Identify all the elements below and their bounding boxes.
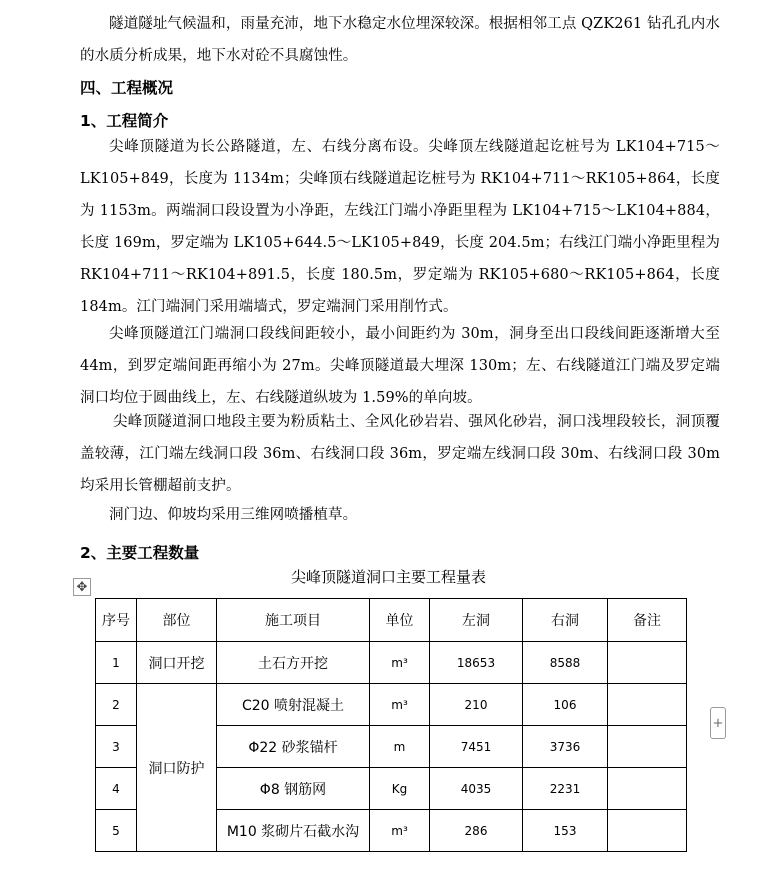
cell-unit[interactable]: m³ — [370, 642, 430, 684]
paragraph-groundwater: 隧道隧址气候温和，雨量充沛，地下水稳定水位埋深较深。根据相邻工点 QZK261 钻孔孔内水的水质分析成果，地下水对砼不具腐蚀性。 — [80, 16, 720, 64]
cell-item[interactable]: 土石方开挖 — [217, 642, 370, 684]
header-cell-item[interactable]: 施工项目 — [217, 599, 370, 642]
header-cell-no[interactable]: 序号 — [96, 599, 137, 642]
cell-no[interactable]: 1 — [96, 642, 137, 684]
cell-right[interactable]: 8588 — [523, 642, 608, 684]
cell-right[interactable]: 106 — [523, 684, 608, 726]
section-heading-project-overview: 四、工程概况 — [80, 79, 174, 97]
cell-note[interactable] — [608, 768, 687, 810]
cell-unit[interactable]: Kg — [370, 768, 430, 810]
cell-item[interactable]: M10 浆砌片石截水沟 — [217, 810, 370, 852]
cell-left[interactable]: 210 — [430, 684, 523, 726]
subheading-main-quantities: 2、主要工程数量 — [80, 544, 200, 562]
cell-note[interactable] — [608, 642, 687, 684]
paragraph-tunnel-description: 尖峰顶隧道为长公路隧道，左、右线分离布设。尖峰顶左线隧道起讫桩号为 LK104+715～LK105+849，长度为 1134m；尖峰顶右线隧道起讫桩号为 RK104+711～RK105+864，长度为 1153m。两端洞口段设置为小净距，左线江门端小净距里程为 LK104+715～LK104+884，长度 169m，罗定端为 LK105+644.5～LK105+849，长度 204.5m；右线江门端小净距里程为 RK104+711～RK104+891.5，长度 180.5m，罗定端为 RK105+680～RK105+864，长度 184m。江门端洞门采用端墙式，罗定端洞门采用削竹式。 — [80, 139, 720, 315]
cell-unit[interactable]: m — [370, 726, 430, 768]
paragraph-line-spacing: 尖峰顶隧道江门端洞口段线间距较小，最小间距约为 30m，洞身至出口段线间距逐渐增大至 44m，到罗定端间距再缩小为 27m。尖峰顶隧道最大埋深 130m；左、右线隧道江门端及罗定端洞口均位于圆曲线上，左、右线隧道纵坡为 1.59%的单向坡。 — [80, 326, 720, 406]
cell-note[interactable] — [608, 684, 687, 726]
cell-left[interactable]: 7451 — [430, 726, 523, 768]
table-row — [96, 684, 687, 726]
cell-note[interactable] — [608, 810, 687, 852]
cell-left[interactable]: 4035 — [430, 768, 523, 810]
cell-right[interactable]: 2231 — [523, 768, 608, 810]
header-cell-part[interactable]: 部位 — [137, 599, 217, 642]
cell-unit[interactable]: m³ — [370, 810, 430, 852]
cell-part[interactable]: 洞口开挖 — [137, 642, 217, 684]
quantities-table — [95, 598, 687, 852]
cell-right[interactable]: 3736 — [523, 726, 608, 768]
cell-item[interactable]: Φ8 钢筋网 — [217, 768, 370, 810]
table-row — [96, 642, 687, 684]
header-cell-left-tunnel[interactable]: 左洞 — [430, 599, 523, 642]
header-cell-right-tunnel[interactable]: 右洞 — [523, 599, 608, 642]
paragraph-portal-geology: 尖峰顶隧道洞口地段主要为粉质粘土、全风化砂岩岩、强风化砂岩，洞口浅埋段较长，洞顶覆盖较薄，江门端左线洞口段 36m、右线洞口段 36m，罗定端左线洞口段 30m、右线洞口段 30m 均采用长管棚超前支护。 — [80, 414, 720, 494]
cell-left[interactable]: 18653 — [430, 642, 523, 684]
cell-item[interactable]: C20 喷射混凝土 — [217, 684, 370, 726]
table-move-handle-icon[interactable]: ✥ — [73, 578, 91, 596]
paragraph-slope-greening: 洞门边、仰坡均采用三维网喷播植草。 — [109, 507, 358, 523]
header-cell-unit[interactable]: 单位 — [370, 599, 430, 642]
cell-no[interactable]: 2 — [96, 684, 137, 726]
cell-no[interactable]: 3 — [96, 726, 137, 768]
cell-item[interactable]: Φ22 砂浆锚杆 — [217, 726, 370, 768]
cell-left[interactable]: 286 — [430, 810, 523, 852]
add-row-plus-icon[interactable]: + — [710, 707, 726, 739]
cell-part-merged[interactable]: 洞口防护 — [137, 684, 217, 852]
table-title: 尖峰顶隧道洞口主要工程量表 — [290, 568, 486, 586]
cell-unit[interactable]: m³ — [370, 684, 430, 726]
header-cell-note[interactable]: 备注 — [608, 599, 687, 642]
cell-no[interactable]: 5 — [96, 810, 137, 852]
cell-no[interactable]: 4 — [96, 768, 137, 810]
cell-note[interactable] — [608, 726, 687, 768]
table-header-row — [96, 599, 687, 642]
subheading-project-intro: 1、工程简介 — [80, 112, 169, 130]
cell-right[interactable]: 153 — [523, 810, 608, 852]
